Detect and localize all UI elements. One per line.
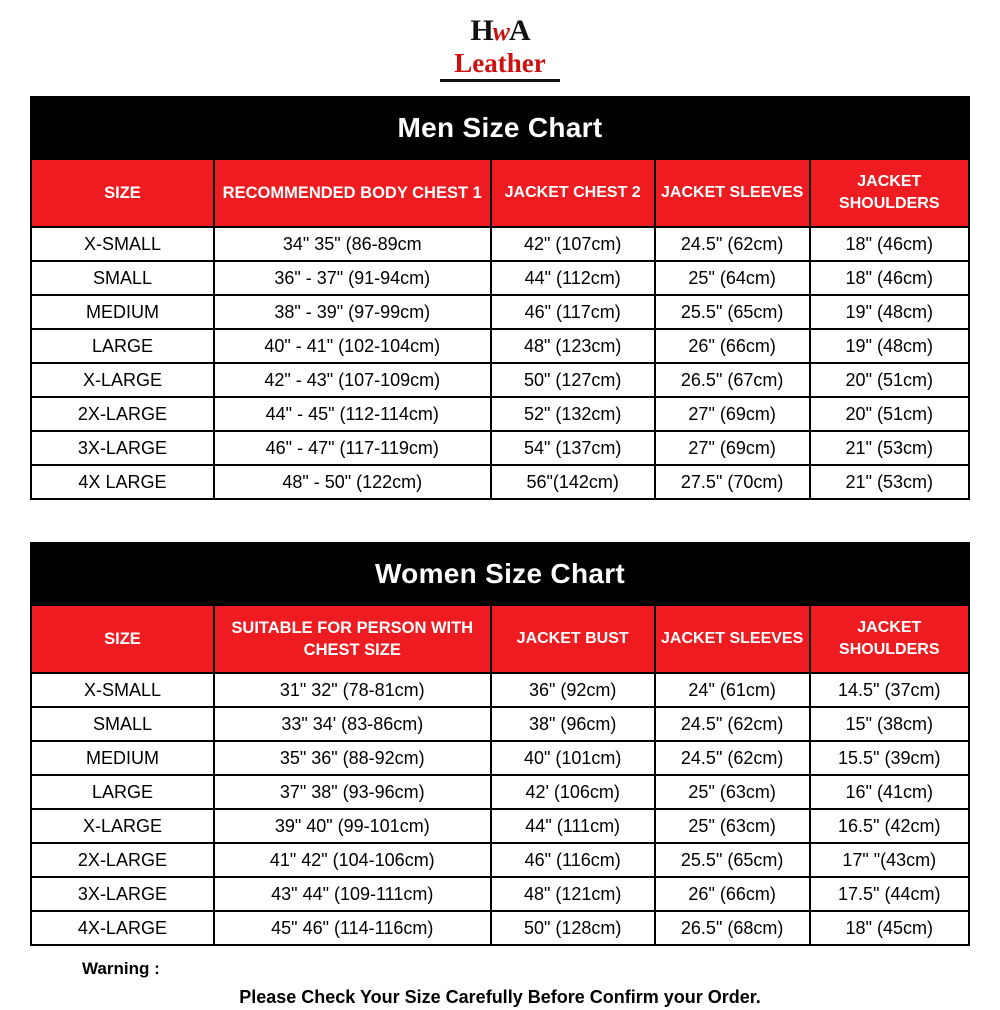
cell-jacket-sleeves: 27" (69cm) — [655, 431, 810, 465]
cell-size: 4X-LARGE — [31, 911, 214, 945]
cell-jacket-bust: 44" (111cm) — [491, 809, 655, 843]
cell-jacket-shoulders: 18" (45cm) — [810, 911, 969, 945]
cell-jacket-shoulders: 19" (48cm) — [810, 329, 969, 363]
table-row — [31, 877, 969, 911]
table-row — [31, 397, 969, 431]
logo-underline — [440, 79, 560, 82]
women-header-jacket-sleeves: JACKET SLEEVES — [655, 605, 810, 673]
cell-jacket-chest: 50" (127cm) — [491, 363, 655, 397]
cell-jacket-bust: 36" (92cm) — [491, 673, 655, 707]
men-header-jacket-sleeves: JACKET SLEEVES — [655, 159, 810, 227]
men-header-size: SIZE — [31, 159, 214, 227]
men-chart-title: Men Size Chart — [31, 97, 969, 159]
cell-jacket-sleeves: 27.5" (70cm) — [655, 465, 810, 499]
cell-body-chest: 40" - 41" (102-104cm) — [214, 329, 491, 363]
women-chart-title: Women Size Chart — [31, 543, 969, 605]
cell-jacket-shoulders: 15" (38cm) — [810, 707, 969, 741]
cell-body-chest: 38" - 39" (97-99cm) — [214, 295, 491, 329]
cell-jacket-chest: 42" (107cm) — [491, 227, 655, 261]
cell-jacket-bust: 40" (101cm) — [491, 741, 655, 775]
cell-jacket-shoulders: 19" (48cm) — [810, 295, 969, 329]
cell-chest-size: 33" 34' (83-86cm) — [214, 707, 491, 741]
cell-chest-size: 43" 44" (109-111cm) — [214, 877, 491, 911]
cell-jacket-sleeves: 26" (66cm) — [655, 877, 810, 911]
cell-size: X-LARGE — [31, 809, 214, 843]
table-row — [31, 295, 969, 329]
cell-chest-size: 41" 42" (104-106cm) — [214, 843, 491, 877]
cell-jacket-shoulders: 20" (51cm) — [810, 363, 969, 397]
logo-line-1 — [470, 16, 529, 47]
cell-jacket-chest: 48" (123cm) — [491, 329, 655, 363]
cell-size: LARGE — [31, 775, 214, 809]
men-chart-title-row — [31, 97, 969, 159]
cell-jacket-chest: 44" (112cm) — [491, 261, 655, 295]
cell-jacket-sleeves: 25.5" (65cm) — [655, 295, 810, 329]
logo-wordmark: Leather — [454, 48, 546, 78]
cell-body-chest: 36" - 37" (91-94cm) — [214, 261, 491, 295]
cell-chest-size: 31" 32" (78-81cm) — [214, 673, 491, 707]
warning-section — [30, 956, 970, 1010]
cell-jacket-shoulders: 21" (53cm) — [810, 431, 969, 465]
cell-jacket-sleeves: 25" (64cm) — [655, 261, 810, 295]
men-header-jacket-shoulders: JACKET SHOULDERS — [810, 159, 969, 227]
cell-jacket-bust: 38" (96cm) — [491, 707, 655, 741]
table-row — [31, 261, 969, 295]
logo-line-2 — [0, 49, 1000, 77]
cell-body-chest: 46" - 47" (117-119cm) — [214, 431, 491, 465]
cell-jacket-chest: 46" (117cm) — [491, 295, 655, 329]
cell-jacket-shoulders: 18" (46cm) — [810, 261, 969, 295]
men-header-recommended-body-chest: RECOMMENDED BODY CHEST 1 — [214, 159, 491, 227]
cell-jacket-sleeves: 24.5" (62cm) — [655, 741, 810, 775]
cell-chest-size: 39" 40" (99-101cm) — [214, 809, 491, 843]
cell-jacket-shoulders: 14.5" (37cm) — [810, 673, 969, 707]
cell-chest-size: 35" 36" (88-92cm) — [214, 741, 491, 775]
cell-jacket-sleeves: 26.5" (67cm) — [655, 363, 810, 397]
cell-jacket-shoulders: 15.5" (39cm) — [810, 741, 969, 775]
men-size-chart-block — [30, 96, 970, 500]
cell-size: 3X-LARGE — [31, 877, 214, 911]
cell-jacket-sleeves: 24.5" (62cm) — [655, 707, 810, 741]
cell-jacket-shoulders: 21" (53cm) — [810, 465, 969, 499]
cell-jacket-shoulders: 16" (41cm) — [810, 775, 969, 809]
warning-label: Warning : — [82, 959, 160, 978]
cell-body-chest: 42" - 43" (107-109cm) — [214, 363, 491, 397]
cell-body-chest: 44" - 45" (112-114cm) — [214, 397, 491, 431]
cell-body-chest: 34" 35" (86-89cm — [214, 227, 491, 261]
cell-size: 3X-LARGE — [31, 431, 214, 465]
cell-size: X-SMALL — [31, 673, 214, 707]
table-row — [31, 843, 969, 877]
cell-size: 2X-LARGE — [31, 843, 214, 877]
cell-jacket-shoulders: 17" "(43cm) — [810, 843, 969, 877]
cell-size: X-LARGE — [31, 363, 214, 397]
women-header-jacket-shoulders: JACKET SHOULDERS — [810, 605, 969, 673]
cell-chest-size: 45" 46" (114-116cm) — [214, 911, 491, 945]
cell-size: MEDIUM — [31, 295, 214, 329]
men-chart-header-row — [31, 159, 969, 227]
women-chart-header-row — [31, 605, 969, 673]
cell-jacket-sleeves: 24" (61cm) — [655, 673, 810, 707]
cell-jacket-chest: 54" (137cm) — [491, 431, 655, 465]
cell-jacket-sleeves: 26.5" (68cm) — [655, 911, 810, 945]
women-header-suitable-chest-size: SUITABLE FOR PERSON WITH CHEST SIZE — [214, 605, 491, 673]
table-row — [31, 431, 969, 465]
cell-size: 4X LARGE — [31, 465, 214, 499]
women-size-chart-table — [30, 542, 970, 946]
women-header-jacket-bust: JACKET BUST — [491, 605, 655, 673]
table-row — [31, 741, 969, 775]
men-size-chart-table — [30, 96, 970, 500]
cell-size: MEDIUM — [31, 741, 214, 775]
cell-jacket-bust: 48" (121cm) — [491, 877, 655, 911]
cell-jacket-shoulders: 17.5" (44cm) — [810, 877, 969, 911]
logo-letter-w: w — [492, 17, 509, 46]
table-row — [31, 775, 969, 809]
cell-jacket-chest: 56"(142cm) — [491, 465, 655, 499]
cell-size: 2X-LARGE — [31, 397, 214, 431]
brand-logo — [0, 0, 1000, 96]
table-row — [31, 707, 969, 741]
table-row — [31, 911, 969, 945]
cell-chest-size: 37" 38" (93-96cm) — [214, 775, 491, 809]
table-row — [31, 673, 969, 707]
table-row — [31, 227, 969, 261]
table-row — [31, 329, 969, 363]
women-header-size: SIZE — [31, 605, 214, 673]
cell-size: SMALL — [31, 261, 214, 295]
table-row — [31, 809, 969, 843]
cell-jacket-sleeves: 25.5" (65cm) — [655, 843, 810, 877]
table-row — [31, 465, 969, 499]
cell-jacket-sleeves: 25" (63cm) — [655, 775, 810, 809]
logo-letter-h: H — [470, 14, 493, 47]
cell-jacket-bust: 50" (128cm) — [491, 911, 655, 945]
cell-jacket-shoulders: 16.5" (42cm) — [810, 809, 969, 843]
cell-jacket-sleeves: 26" (66cm) — [655, 329, 810, 363]
cell-size: LARGE — [31, 329, 214, 363]
women-chart-title-row — [31, 543, 969, 605]
cell-jacket-shoulders: 18" (46cm) — [810, 227, 969, 261]
table-row — [31, 363, 969, 397]
men-header-jacket-chest: JACKET CHEST 2 — [491, 159, 655, 227]
cell-jacket-sleeves: 25" (63cm) — [655, 809, 810, 843]
cell-body-chest: 48" - 50" (122cm) — [214, 465, 491, 499]
women-size-chart-block — [30, 542, 970, 946]
cell-size: SMALL — [31, 707, 214, 741]
cell-jacket-sleeves: 27" (69cm) — [655, 397, 810, 431]
cell-jacket-shoulders: 20" (51cm) — [810, 397, 969, 431]
cell-size: X-SMALL — [31, 227, 214, 261]
cell-jacket-bust: 46" (116cm) — [491, 843, 655, 877]
logo-letter-a: A — [509, 14, 530, 47]
warning-text: Please Check Your Size Carefully Before Confirm your Order. — [239, 987, 761, 1007]
cell-jacket-bust: 42' (106cm) — [491, 775, 655, 809]
cell-jacket-sleeves: 24.5" (62cm) — [655, 227, 810, 261]
cell-jacket-chest: 52" (132cm) — [491, 397, 655, 431]
